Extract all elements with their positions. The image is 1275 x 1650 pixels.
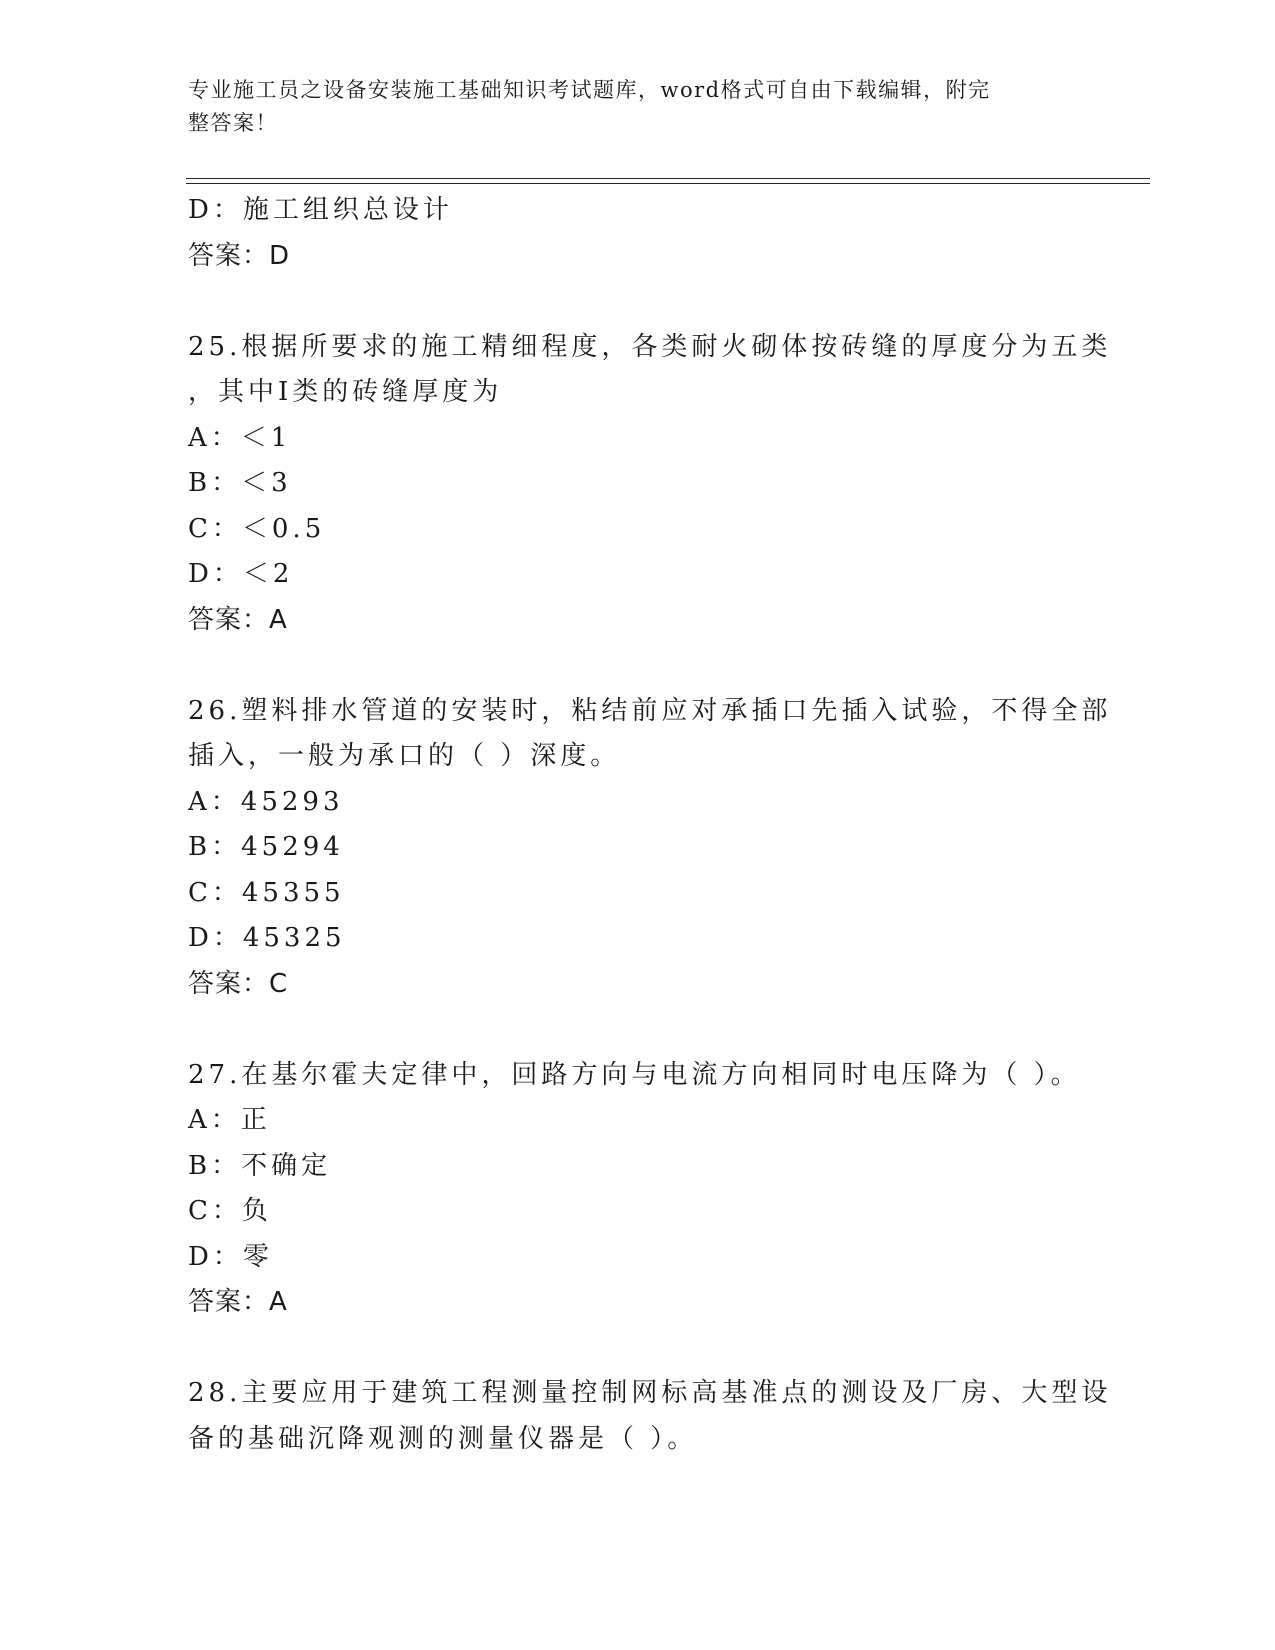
question-stem-cont: 插入，一般为承口的（ ）深度。 <box>188 741 621 771</box>
answer: 答案：A <box>188 604 288 635</box>
header-divider-bottom <box>186 183 1150 184</box>
option-c: C：45355 <box>188 877 345 908</box>
header-line-2: 整答案！ <box>188 111 278 135</box>
option-a: A：正 <box>188 1105 271 1135</box>
question-stem-cont: 备的基础沉降观测的测量仪器是（ ）。 <box>188 1423 698 1454</box>
option-b: B：＜3 <box>188 468 292 498</box>
option-d: D：零 <box>188 1241 273 1272</box>
question-stem: 28.主要应用于建筑工程测量控制网标高基准点的测设及厂房、大型设 <box>188 1378 1112 1408</box>
question-stem: 25.根据所要求的施工精细程度，各类耐火砌体按砖缝的厚度分为五类 <box>188 331 1112 362</box>
prev-answer: 答案：D <box>188 240 291 271</box>
option-d: D：45325 <box>188 923 346 953</box>
option-a: A：45293 <box>188 786 344 817</box>
question-26 <box>188 689 1112 1008</box>
answer: 答案：C <box>188 968 289 999</box>
question-list <box>188 188 1112 1462</box>
option-b: B：45294 <box>188 832 344 862</box>
option-c: C：负 <box>188 1196 272 1226</box>
option-a: A：＜1 <box>188 422 292 453</box>
question-28 <box>188 1371 1112 1462</box>
header-divider-top <box>186 178 1150 179</box>
option-b: B：不确定 <box>188 1150 332 1181</box>
header-line-1: 专业施工员之设备安装施工基础知识考试题库，word格式可自由下载编辑，附完 <box>188 78 991 102</box>
question-27 <box>188 1053 1088 1326</box>
option-d: D：＜2 <box>188 559 294 589</box>
option-c: C：＜0.5 <box>188 513 326 544</box>
question-stem: 26.塑料排水管道的安装时，粘结前应对承插口先插入试验，不得全部 <box>188 695 1112 726</box>
question-stem: 27.在基尔霍夫定律中，回路方向与电流方向相同时电压降为（ ）。 <box>188 1059 1081 1090</box>
question-25 <box>188 325 1112 644</box>
answer: 答案：A <box>188 1287 288 1317</box>
document-header <box>188 74 1068 140</box>
question-stem-cont: ，其中Ⅰ类的砖缝厚度为 <box>188 377 503 407</box>
prev-option-d: D：施工组织总设计 <box>188 195 453 225</box>
